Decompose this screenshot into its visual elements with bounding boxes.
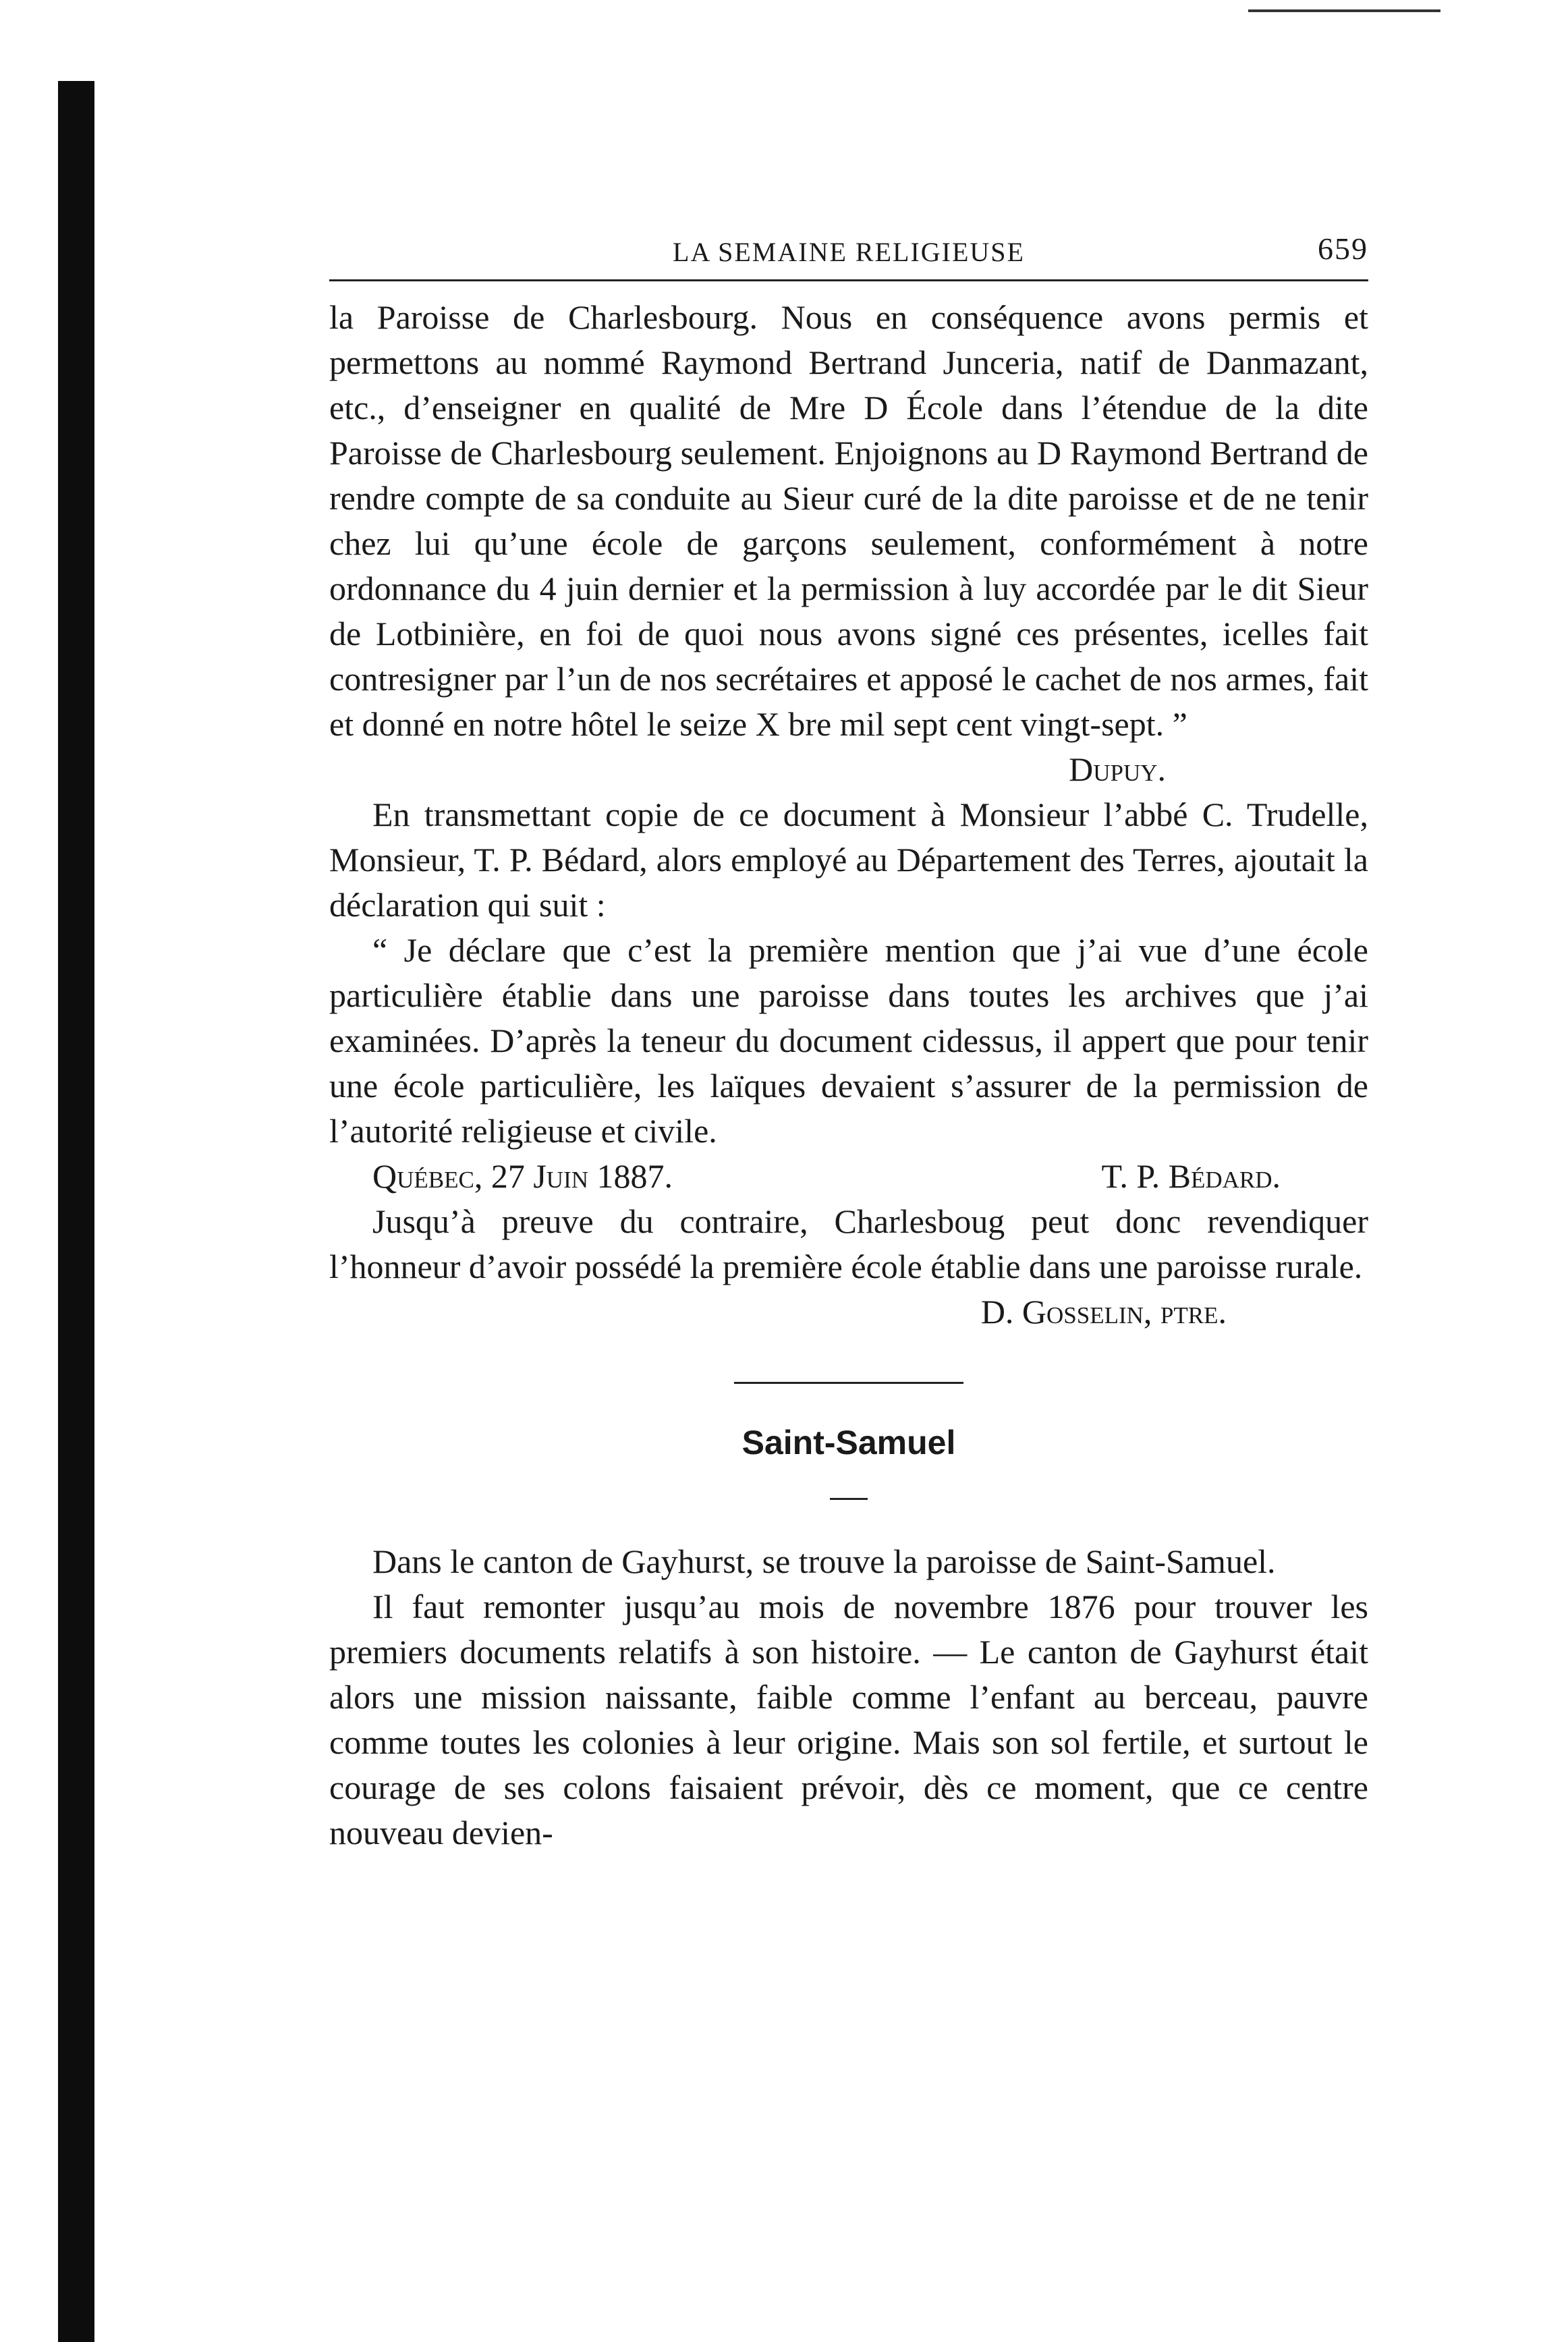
running-head <box>329 216 1368 267</box>
paragraph-saint-samuel-2: Il faut remonter jusqu’au mois de novembre 1876 pour trouver les premiers documents relatifs à son histoire. — Le canton de Gayhurst était alors une mission naissante, faible comme l’enfant au berceau, pauvre comme toutes les colonies à leur origine. Mais son sol fertile, et surtout le courage de ses colons faisaient prévoir, dès ce moment, que ce centre nouveau devien- <box>329 1588 1368 1851</box>
signature-gosselin: D. Gosselin, ptre. <box>980 1293 1227 1331</box>
running-head-title: LA SEMAINE RELIGIEUSE <box>673 237 1025 267</box>
paragraph-conclusion: Jusqu’à preuve du contraire, Charlesboug peut donc revendiquer l’honneur d’avoir possédé la première école établie dans une paroisse rurale. <box>329 1202 1368 1285</box>
dateline-place-date: Québec, 27 Juin 1887. <box>372 1157 673 1195</box>
title-dash <box>830 1498 868 1500</box>
paragraph-continuation: la Paroisse de Charlesbourg. Nous en conséquence avons permis et permettons au nommé Raymond Bertrand Junceria, natif de Danmazant, etc., d’enseigner en qualité de Mre D École dans l’étendue de la dite Paroisse de Charlesbourg seulement. Enjoignons au D Raymond Bertrand de rendre compte de sa conduite au Sieur curé de la dite paroisse et de ne tenir chez lui qu’une école de garçons seulement, conformément à notre ordonnance du 4 juin dernier et la permission à luy accordée par le dit Sieur de Lotbinière, en foi de quoi nous avons signé ces présentes, icelles fait contresigner par l’un de nos secrétaires et apposé le cachet de nos armes, fait et donné en notre hôtel le seize X bre mil sept cent vingt-sept. ” <box>329 298 1368 743</box>
dateline <box>329 1154 1368 1199</box>
paragraph-saint-samuel-1: Dans le canton de Gayhurst, se trouve la paroisse de Saint-Samuel. <box>372 1542 1276 1580</box>
paragraph-declaration: “ Je déclare que c’est la première mention que j’ai vue d’une école particulière établie dans une paroisse dans toutes les archives que j’ai examinées. D’après la teneur du document cidessus, il appert que pour tenir une école particulière, les laïques devaient s’assurer de la permission de l’autorité religieuse et civile. <box>329 931 1368 1150</box>
section-title: Saint-Samuel <box>741 1424 956 1461</box>
section-divider <box>734 1382 963 1384</box>
signature-dupuy: Dupuy. <box>1069 750 1166 788</box>
scan-mark <box>1248 9 1440 12</box>
page-number: 659 <box>1318 231 1368 266</box>
paragraph-transmission: En transmettant copie de ce document à Monsieur l’abbé C. Trudelle, Monsieur, T. P. Bédard, alors employé au Département des Terres, ajoutait la déclaration qui suit : <box>329 796 1368 924</box>
dateline-signer: T. P. Bédard. <box>1101 1157 1281 1195</box>
page <box>329 216 1368 1856</box>
header-rule <box>329 279 1368 281</box>
article-body <box>329 295 1368 1856</box>
binding-edge <box>58 81 94 2342</box>
